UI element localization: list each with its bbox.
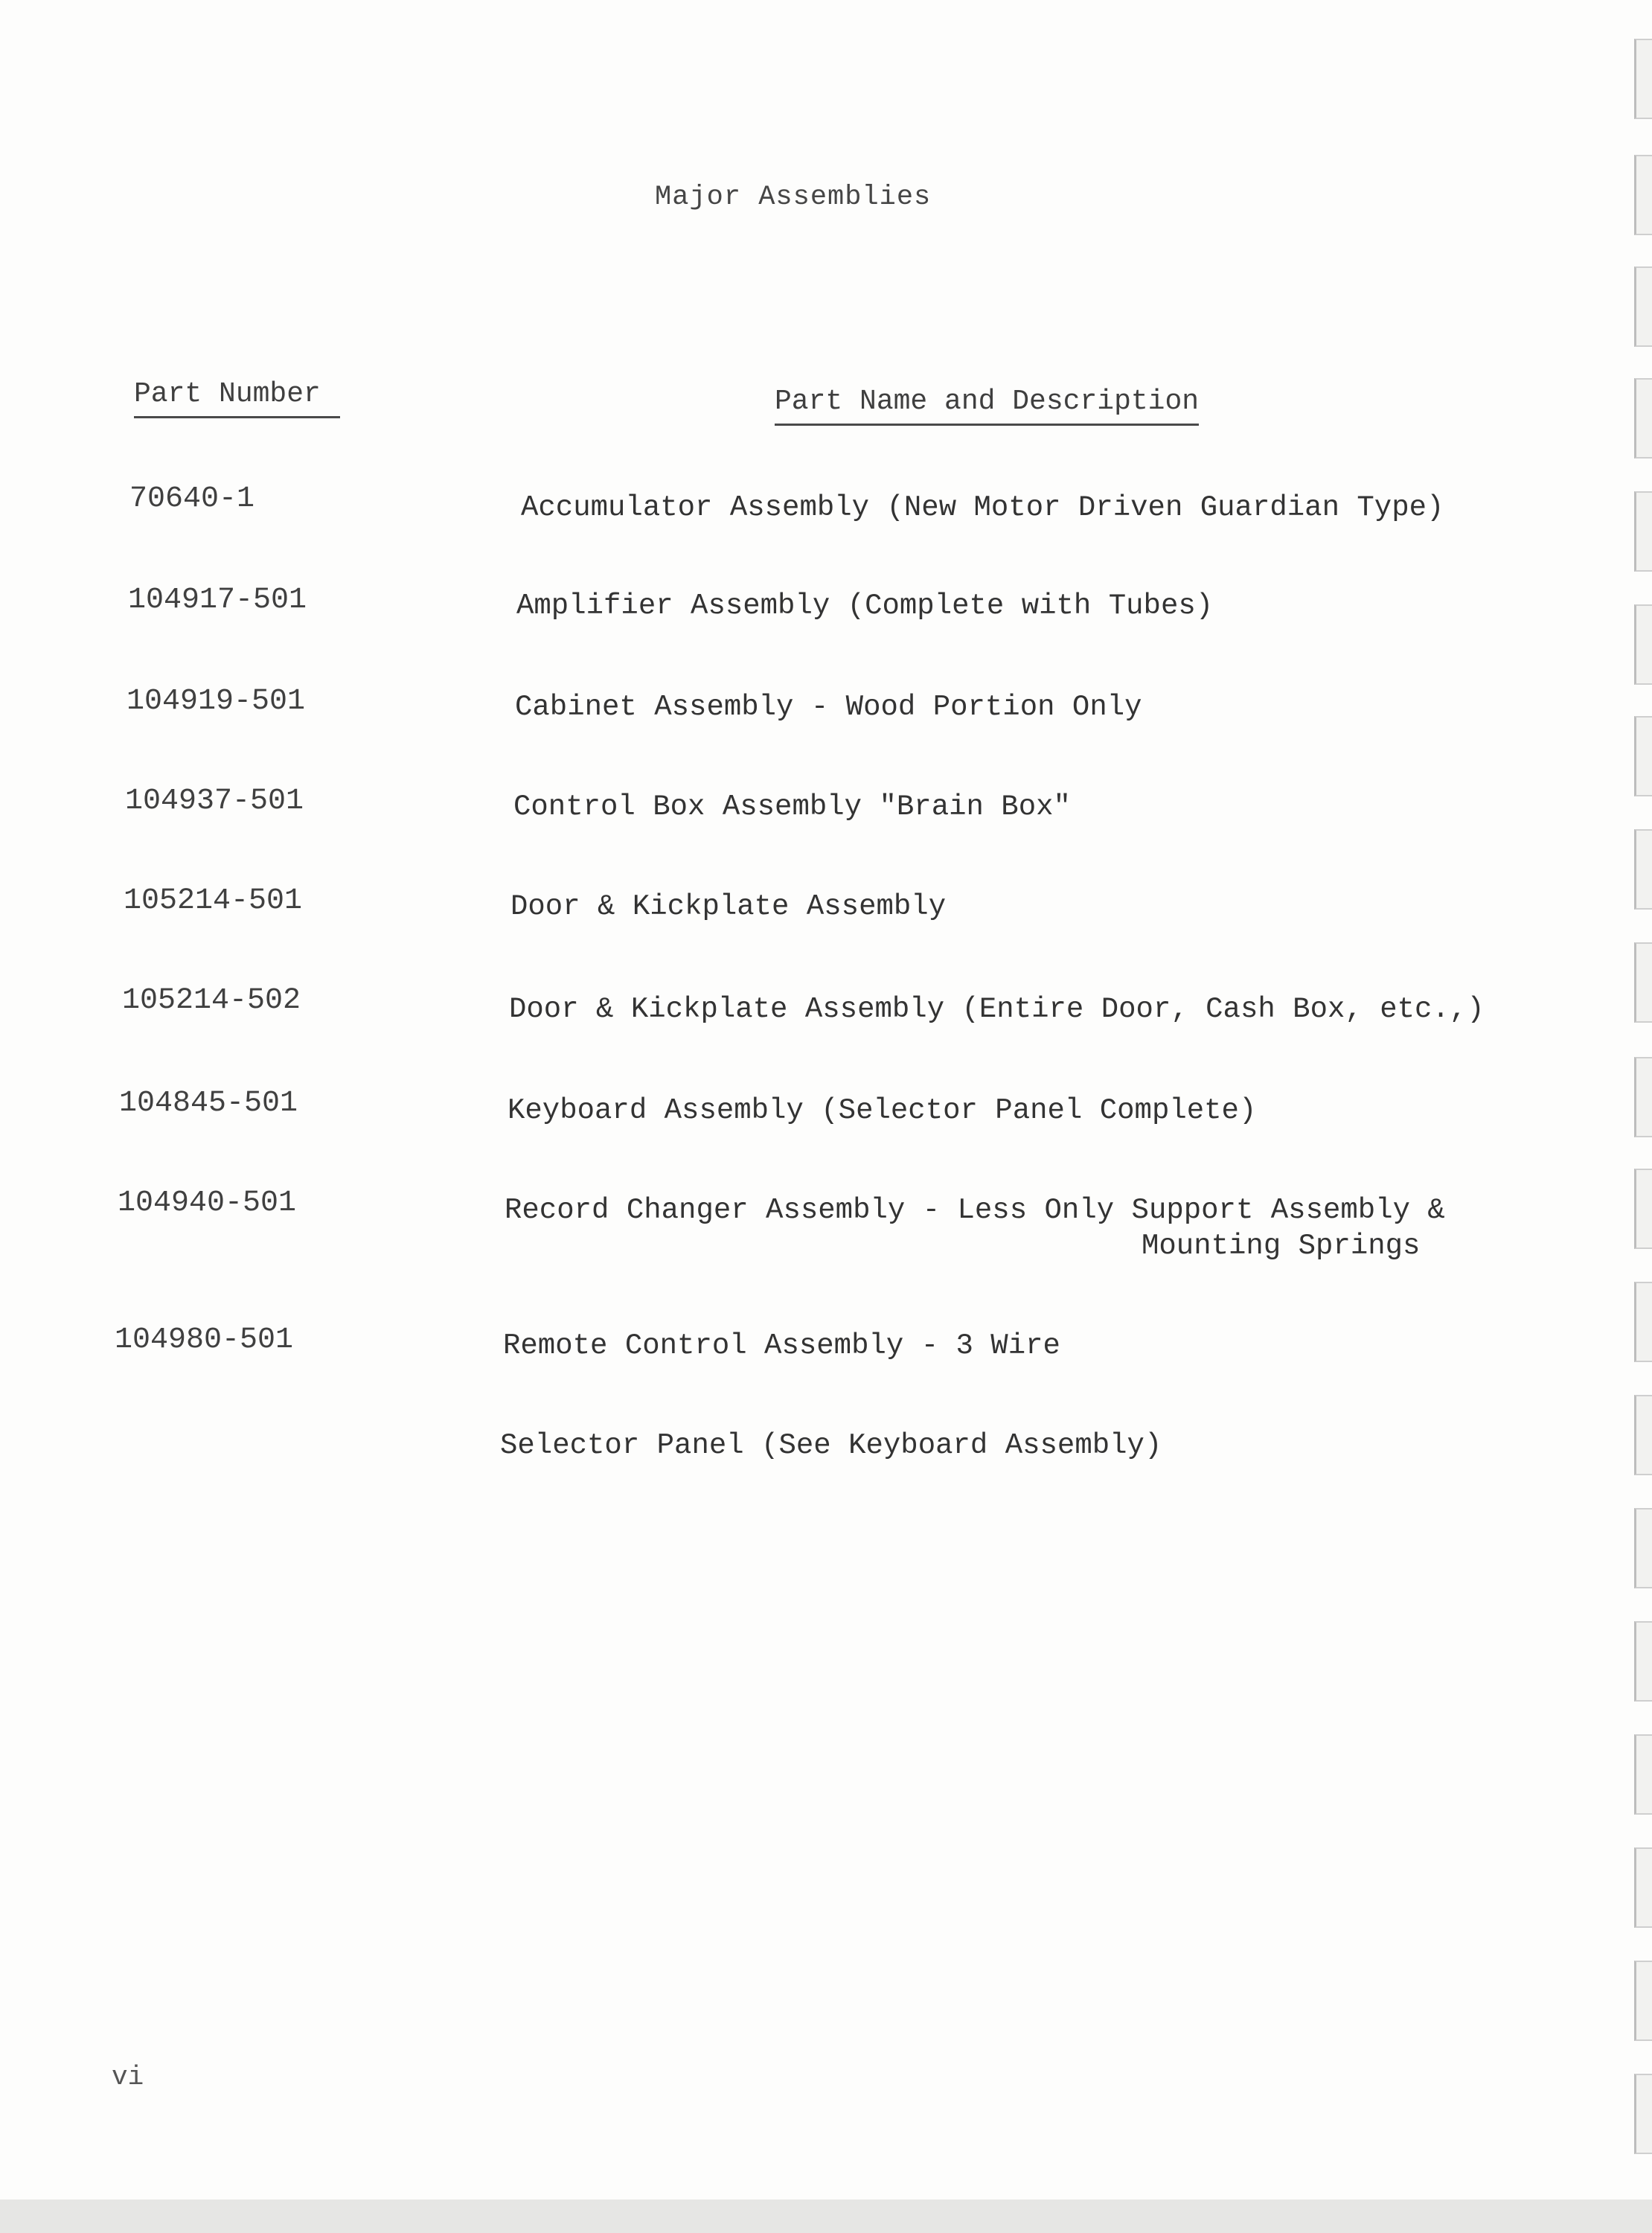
part-number-cell: 70640-1 [129,482,255,516]
binder-tab-mark [1634,604,1652,685]
description-cell: Amplifier Assembly (Complete with Tubes) [516,590,1214,622]
page-title: Major Assemblies [655,182,932,213]
part-number-cell: 104845-501 [119,1087,298,1120]
binder-tab-mark [1634,829,1652,910]
binder-tab-mark [1634,1057,1652,1137]
part-number-cell: 104919-501 [127,685,306,718]
column-header-part-number: Part Number [134,378,340,418]
binder-tab-mark [1634,1508,1652,1588]
description-cell: Record Changer Assembly - Less Only Support Assembly & [505,1194,1445,1227]
binder-tab-mark [1634,1847,1652,1928]
binder-tab-mark [1634,1961,1652,2041]
description-cell-continuation: Mounting Springs [1142,1230,1421,1262]
part-number-cell: 104937-501 [125,785,304,818]
binder-tab-mark [1634,716,1652,796]
binder-tab-mark [1634,1621,1652,1702]
description-cell: Keyboard Assembly (Selector Panel Complete) [508,1094,1257,1127]
description-cell: Cabinet Assembly - Wood Portion Only [515,691,1142,723]
part-number-cell: 104940-501 [118,1186,297,1220]
part-number-cell: 105214-502 [122,984,301,1018]
binder-tab-mark [1634,378,1652,459]
description-cell: Door & Kickplate Assembly [510,890,947,923]
binder-tab-mark [1634,266,1652,347]
page-number: vi [112,2062,144,2092]
part-number-cell: 105214-501 [124,884,303,918]
description-cell: Door & Kickplate Assembly (Entire Door, Cash Box, etc.,) [509,993,1485,1026]
part-number-cell: 104917-501 [128,584,307,617]
binder-tab-mark [1634,155,1652,235]
binder-tab-mark [1634,1395,1652,1475]
column-header-description: Part Name and Description [775,386,1199,426]
scan-bottom-edge [0,2200,1652,2233]
binder-tab-mark [1634,1734,1652,1815]
binder-tab-mark [1634,39,1652,119]
description-cell: Selector Panel (See Keyboard Assembly) [500,1429,1162,1462]
description-cell: Remote Control Assembly - 3 Wire [503,1329,1060,1362]
binder-tab-mark [1634,2074,1652,2154]
binder-tab-mark [1634,1282,1652,1362]
binder-tab-mark [1634,491,1652,572]
binder-tab-mark [1634,1169,1652,1249]
binder-tab-mark [1634,942,1652,1023]
part-number-cell: 104980-501 [115,1323,294,1357]
description-cell: Accumulator Assembly (New Motor Driven Guardian Type) [521,491,1444,524]
description-cell: Control Box Assembly "Brain Box" [513,790,1071,823]
